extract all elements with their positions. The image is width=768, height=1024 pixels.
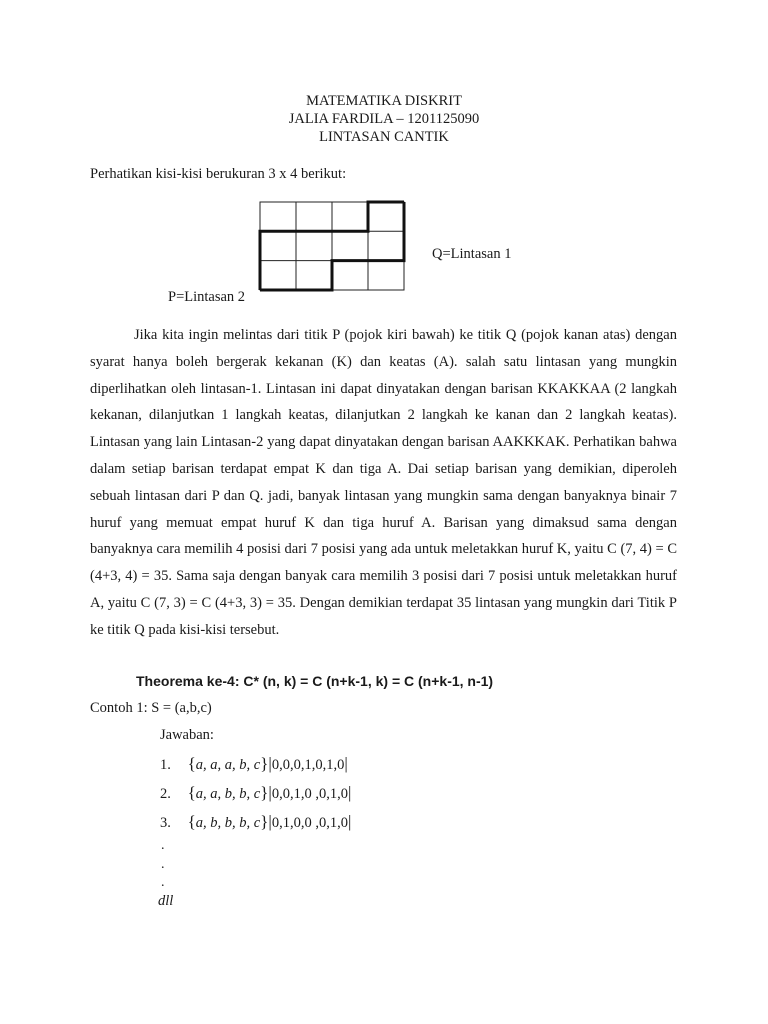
item-vector: 0,0,0,1,0,1,0 — [271, 757, 345, 773]
label-q: Q=Lintasan 1 — [432, 246, 512, 262]
item-number: 1. — [160, 757, 171, 773]
item-number: 3. — [160, 815, 171, 831]
intro-text: Perhatikan kisi-kisi berukuran 3 x 4 berikut: — [90, 166, 347, 182]
item-vector: 0,1,0,0 ,0,1,0 — [271, 815, 348, 831]
open-brace: { — [187, 754, 196, 773]
document-header — [0, 92, 768, 146]
example-item: 3. {a, b, b, b, c}|0,1,0,0 ,0,1,0| — [160, 812, 352, 831]
item-number: 2. — [160, 786, 171, 802]
course-title: MATEMATIKA DISKRIT — [306, 93, 462, 109]
example-item: 2. {a, a, b, b, c}|0,0,1,0 ,0,1,0| — [160, 783, 352, 802]
close-brace: } — [260, 783, 269, 802]
item-set: a, b, b, b, c — [195, 815, 261, 831]
item-set: a, a, b, b, c — [195, 786, 261, 802]
example-item: 1. {a, a, a, b, c}|0,0,0,1,0,1,0| — [160, 754, 348, 773]
open-brace: { — [187, 783, 196, 802]
lattice-grid-diagram — [258, 200, 408, 295]
author-line: JALIA FARDILA – 1201125090 — [288, 111, 480, 127]
label-p: P=Lintasan 2 — [168, 289, 246, 305]
example-title: Contoh 1: S = (a,b,c) — [90, 700, 212, 716]
close-brace: } — [260, 754, 269, 773]
item-set: a, a, a, b, c — [195, 757, 261, 773]
answer-label: Jawaban: — [160, 727, 214, 743]
explanation-paragraph: Jika kita ingin melintas dari titik P (pojok kiri bawah) ke titik Q (pojok kanan atas) dengan syarat hanya boleh bergerak kekanan (K) dan keatas (A). salah satu lintasan yang mungkin diperlihatkan oleh lintasan-1. Lintasan ini dapat dinyatakan dengan barisan KKAKKAA (2 langkah kekanan, dilanjutkan 1 langkah keatas, dilanjutkan 2 langkah ke kanan dan 2 langkah keatas). Lintasan yang lain Lintasan-2 yang dapat dinyatakan dengan barisan AAKKKAK. Perhatikan bahwa dalam setiap barisan terdapat empat K dan tiga A. Dai setiap barisan yang demikian, diperoleh sebuah lintasan dari P dan Q. jadi, banyak lintasan yang mungkin sama dengan banyaknya binair 7 huruf yang memuat empat huruf K dan tiga huruf A. Barisan yang dimaksud sama dengan banyaknya cara memilih 4 posisi dari 7 posisi yang ada untuk meletakkan huruf K, yaitu C (7, 4) = C (4+3, 4) = 35. Sama saja dengan banyak cara memilih 3 posisi dari 7 posisi untuk meletakkan huruf A, yaitu C (7, 3) = C (4+3, 3) = 35. Dengan demikian terdapat 35 lintasan yang mungkin dari Titik P ke titik Q pada kisi-kisi tersebut. — [90, 327, 677, 638]
ellipsis-dot: . — [161, 838, 165, 853]
ellipsis-dot: . — [161, 857, 165, 872]
close-brace: } — [260, 812, 269, 831]
topic-title: LINTASAN CANTIK — [319, 129, 449, 145]
theorem-line: Theorema ke-4: C* (n, k) = C (n+k-1, k) = C (n+k-1, n-1) — [136, 673, 494, 689]
item-vector: 0,0,1,0 ,0,1,0 — [271, 786, 348, 802]
ellipsis-dot: . — [161, 875, 165, 890]
etc-text: dll — [158, 893, 174, 909]
open-brace: { — [187, 812, 196, 831]
